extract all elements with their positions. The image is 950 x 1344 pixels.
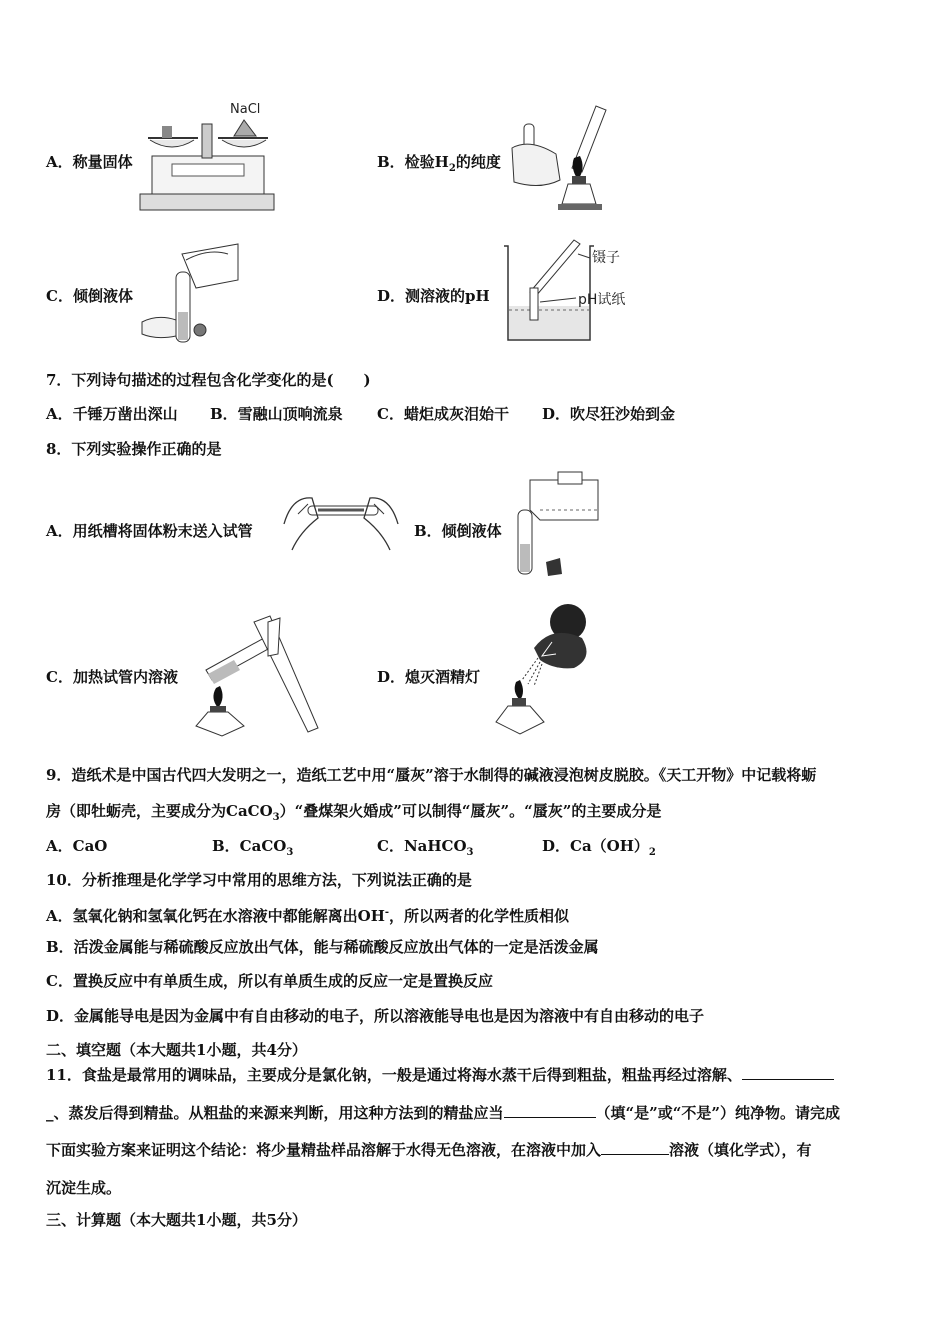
q9-option-c: C．NaHCO$_3$ bbox=[377, 837, 474, 858]
q6-option-d: D．测溶液的pH bbox=[377, 287, 490, 305]
q8-option-b: B．倾倒液体 bbox=[414, 522, 502, 540]
heat-tube-figure bbox=[188, 608, 328, 740]
q6-option-a: A．称量固体 bbox=[46, 153, 133, 171]
q8-option-d: D．熄灭酒精灯 bbox=[377, 668, 481, 686]
q11-line4: 沉淀生成。 bbox=[46, 1179, 122, 1197]
q10-option-c: C．置换反应中有单质生成，所以有单质生成的反应一定是置换反应 bbox=[46, 972, 493, 990]
q11-line2: _、蒸发后得到精盐。从粗盐的来源来判断，用这种方法到的精盐应当 （填“是”或“不是”）纯净物。请完成 bbox=[46, 1104, 841, 1122]
section-2-title: 二、填空题（本大题共1小题，共4分） bbox=[46, 1041, 307, 1059]
pour-liquid-figure-2 bbox=[510, 470, 606, 582]
q9-option-d: D．$Ca(OH)_2$ bbox=[542, 837, 656, 858]
ph-paper-label: pH试纸 bbox=[578, 292, 626, 308]
q11-line1: 11．食盐是最常用的调味品，主要成分是氯化钠，一般是通过将海水蒸干后得到粗盐，粗盐再经过溶解、 bbox=[46, 1065, 834, 1085]
q8-option-a: A．用纸槽将固体粉末送入试管 bbox=[46, 522, 253, 540]
balance-figure bbox=[138, 96, 278, 214]
tweezers-label: 镊子 bbox=[592, 250, 620, 266]
q7-option-b: B．雪融山顶响流泉 bbox=[210, 405, 343, 423]
q8-option-c: C．加热试管内溶液 bbox=[46, 668, 178, 686]
nacl-label: NaCl bbox=[230, 102, 261, 117]
q10-option-d: D．金属能导电是因为金属中有自由移动的电子，所以溶液能导电也是因为溶液中有自由移动的电子 bbox=[46, 1007, 705, 1025]
answer-blank-1[interactable] bbox=[742, 1065, 834, 1080]
q10-option-b: B．活泼金属能与稀硫酸反应放出气体，能与稀硫酸反应放出气体的一定是活泼金属 bbox=[46, 938, 599, 956]
q7-option-d: D．吹尽狂沙始到金 bbox=[542, 405, 676, 423]
q11-line3: 下面实验方案来证明这个结论：将少量精盐样品溶解于水得无色溶液，在溶液中加入 溶液（填化学式），有 bbox=[46, 1141, 812, 1159]
q9-option-a: A．CaO bbox=[46, 837, 108, 855]
q10-option-a: A．氢氧化钠和氢氧化钙在水溶液中都能解离出OH-，所以两者的化学性质相似 bbox=[46, 907, 570, 925]
q7-stem: 7．下列诗句描述的过程包含化学变化的是( ) bbox=[46, 371, 371, 389]
q6-option-b: B．检验$H_2$的纯度 bbox=[377, 153, 501, 174]
q10-stem: 10．分析推理是化学学习中常用的思维方法，下列说法正确的是 bbox=[46, 871, 472, 889]
q6-option-c: C．倾倒液体 bbox=[46, 287, 133, 305]
paper-trough-figure bbox=[278, 484, 404, 556]
blow-lamp-figure bbox=[494, 598, 604, 740]
q7-option-c: C．蜡炬成灰泪始干 bbox=[377, 405, 509, 423]
q9-line2: 房（即牡蛎壳，主要成分为CaCO$_3$）“叠煤架火婚成”可以制得“蜃灰”。“蜃灰”的主要成分是 bbox=[46, 802, 662, 823]
ph-test-figure bbox=[500, 236, 636, 348]
h2-test-figure bbox=[510, 98, 610, 214]
q9-option-b: B．CaCO$_3$ bbox=[212, 837, 294, 858]
section-3-title: 三、计算题（本大题共1小题，共5分） bbox=[46, 1211, 307, 1229]
q9-line1: 9．造纸术是中国古代四大发明之一，造纸工艺中用“蜃灰”溶于水制得的碱液浸泡树皮脱胶。《天工开物》中记载将蛎 bbox=[46, 766, 817, 784]
q8-stem: 8．下列实验操作正确的是 bbox=[46, 440, 222, 458]
pour-liquid-figure bbox=[138, 240, 242, 348]
answer-blank-3[interactable] bbox=[601, 1140, 669, 1155]
answer-blank-2[interactable] bbox=[504, 1103, 596, 1118]
q7-option-a: A．千锤万凿出深山 bbox=[46, 405, 178, 423]
